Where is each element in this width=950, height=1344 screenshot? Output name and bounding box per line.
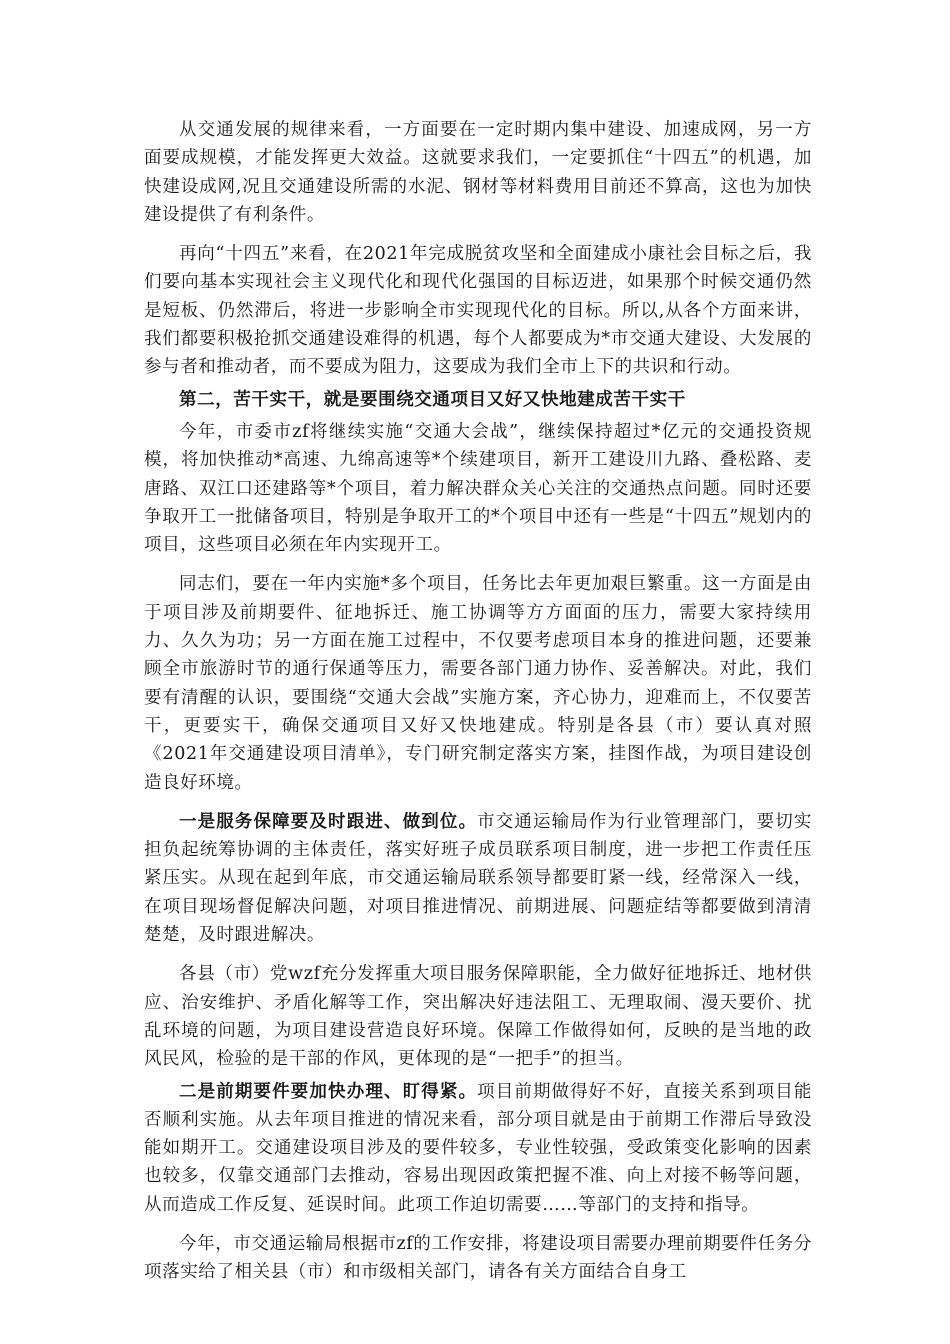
paragraph-service-guarantee	[144, 808, 812, 949]
paragraph-lead-service: 一是服务保障要及时跟进、做到位。	[179, 811, 478, 832]
paragraph-this-year: 今年，市交通运输局根据市zf的工作安排，将建设项目需要办理前期要件任务分项落实给了相关县（市）和市级相关部门，请各有关方面结合自身工	[144, 1233, 812, 1283]
paragraph-body-service: 市交通运输局作为行业管理部门，要切实担负起统筹协调的主体责任，落实好班子成员联系项目制度，进一步把工作责任压紧压实。从现在起到年底，市交通运输局联系领导都要盯紧一线，经常深入一线，在项目现场督促解决问题，对项目推进情况、前期进展、问题症结等都要做到清清楚楚，及时跟进解决。	[144, 811, 812, 946]
paragraph-lead-preliminary: 二是前期要件要加快办理、盯得紧。	[179, 1081, 478, 1102]
paragraph-comrades: 同志们，要在一年内实施*多个项目，任务比去年更加艰巨繁重。这一方面是由于项目涉及前期要件、征地拆迁、施工协调等方方面面的压力，需要大家持续用力、久久为功；另一方面在施工过程中，不仅要考虑项目本身的推进问题，还要兼顾全市旅游时节的通行保通等压力，需要各部门通力协作、妥善解决。对此，我们要有清醒的认识，要围绕“交通大会战”实施方案，齐心协力，迎难而上，不仅要苦干，更要实干，确保交通项目又好又快地建成。特别是各县（市）要认真对照《2021年交通建设项目清单》，专门研究制定落实方案，挂图作战，为项目建设创造良好环境。	[144, 574, 812, 793]
section-heading-second: 第二，苦干实干，就是要围绕交通项目又好又快地建成苦干实干	[179, 389, 686, 410]
paragraph-development-law: 从交通发展的规律来看，一方面要在一定时期内集中建设、加速成网，另一方面要成规模，才能发挥更大效益。这就要求我们，一定要抓住“十四五”的机遇，加快建设成网,况且交通建设所需的水泥、钢材等材料费用目前还不算高，这也为加快建设提供了有利条件。	[144, 120, 812, 225]
paragraph-body-preliminary: 项目前期做得好不好，直接关系到项目能否顺利实施。从去年项目推进的情况来看，部分项目就是由于前期工作滞后导致没能如期开工。交通建设项目涉及的要件较多，专业性较强，受政策变化影响的因素也较多，仅靠交通部门去推动，容易出现因政策把握不准、向上对接不畅等问题，从而造成工作反复、延误时间。此项工作迫切需要……等部门的支持和指导。	[144, 1081, 812, 1215]
paragraph-fourteenth-five-year: 再向“十四五”来看，在2021年完成脱贫攻坚和全面建成小康社会目标之后，我们要向基本实现社会主义现代化和现代化强国的目标迈进，如果那个时候交通仍然是短板、仍然滞后，将进一步影响全市实现现代化的目标。所以,从各个方面来讲，我们都要积极抢抓交通建设难得的机遇，每个人都要成为*市交通大建设、大发展的参与者和推动者，而不要成为阻力，这要成为我们全市上下的共识和行动。	[144, 244, 812, 378]
paragraph-counties: 各县（市）党wzf充分发挥重大项目服务保障职能，全力做好征地拆迁、地材供应、治安维护、矛盾化解等工作，突出解决好违法阻工、无理取闹、漫天要价、扰乱环境的问题，为项目建设营造良好环境。保障工作做得如何，反映的是当地的政风民风，检验的是干部的作风，更体现的是“一把手”的担当。	[144, 964, 812, 1070]
document-body	[144, 116, 812, 1298]
paragraph-preliminary-documents	[144, 1078, 812, 1219]
paragraph-traffic-campaign: 今年，市委市zf将继续实施“交通大会战”，继续保持超过*亿元的交通投资规模，将加快推动*高速、九绵高速等*个续建项目，新开工建设川九路、叠松路、麦唐路、双江口还建路等*个项目，着力解决群众关心关注的交通热点问题。同时还要争取开工一批储备项目，特别是争取开工的*个项目中还有一些是“十四五”规划内的项目，这些项目必须在年内实现开工。	[144, 421, 812, 556]
